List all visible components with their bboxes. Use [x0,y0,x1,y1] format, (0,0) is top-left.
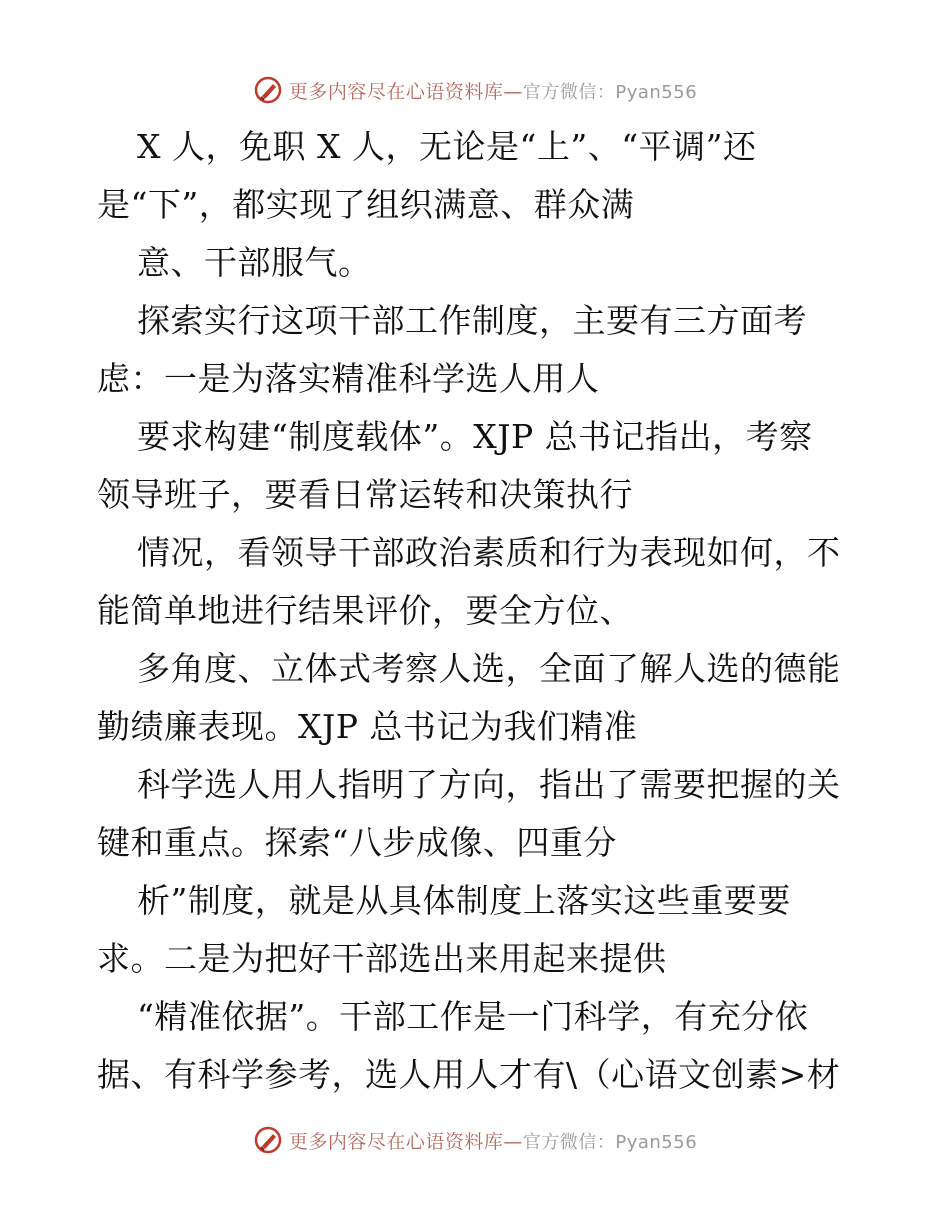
footer-banner-contact: 官方微信：Pyan556 [522,1131,698,1153]
text-line: 勤绩廉表现。XJP 总书记为我们精准 [97,707,638,746]
footer-banner-text [289,1127,697,1154]
document-body [97,118,857,1104]
text-line: 能简单地进行结果评价，要全方位、 [97,591,633,630]
text-line: 要求构建“制度载体”。XJP 总书记指出，考察 [137,417,813,456]
pen-logo-icon [253,75,283,105]
text-line: 科学选人用人指明了方向，指出了需要把握的关 [137,765,841,804]
text-line: 求。二是为把好干部选出来用起来提供 [97,939,667,978]
header-banner-text [289,77,697,104]
footer-banner-slogan: 更多内容尽在心语资料库— [288,1130,523,1153]
header-watermark-banner [0,70,950,110]
text-line: 析”制度，就是从具体制度上落实这些重要要 [137,881,791,920]
text-line: 意、干部服气。 [137,243,372,282]
text-line: 虑：一是为落实精准科学选人用人 [97,359,600,398]
text-line: 键和重点。探索“八步成像、四重分 [97,823,617,862]
text-line: 领导班子，要看日常运转和决策执行 [97,475,633,514]
header-banner-slogan: 更多内容尽在心语资料库— [288,80,523,103]
text-line: 据、有科学参考，选人用人才有\（心语文创素>材 [97,1055,841,1094]
text-line: 情况，看领导干部政治素质和行为表现如何，不 [137,533,841,572]
pen-logo-icon [253,1125,283,1155]
header-banner-contact: 官方微信：Pyan556 [522,81,698,103]
text-line: “精准依据”。干部工作是一门科学，有充分依 [137,997,809,1036]
text-line: 多角度、立体式考察人选，全面了解人选的德能 [137,649,841,688]
footer-watermark-banner [0,1120,950,1160]
text-line: 探索实行这项干部工作制度，主要有三方面考 [137,301,807,340]
text-line: 是“下”，都实现了组织满意、群众满 [97,185,635,224]
text-line: X 人，免职 X 人，无论是“上”、“平调”还 [137,127,757,166]
